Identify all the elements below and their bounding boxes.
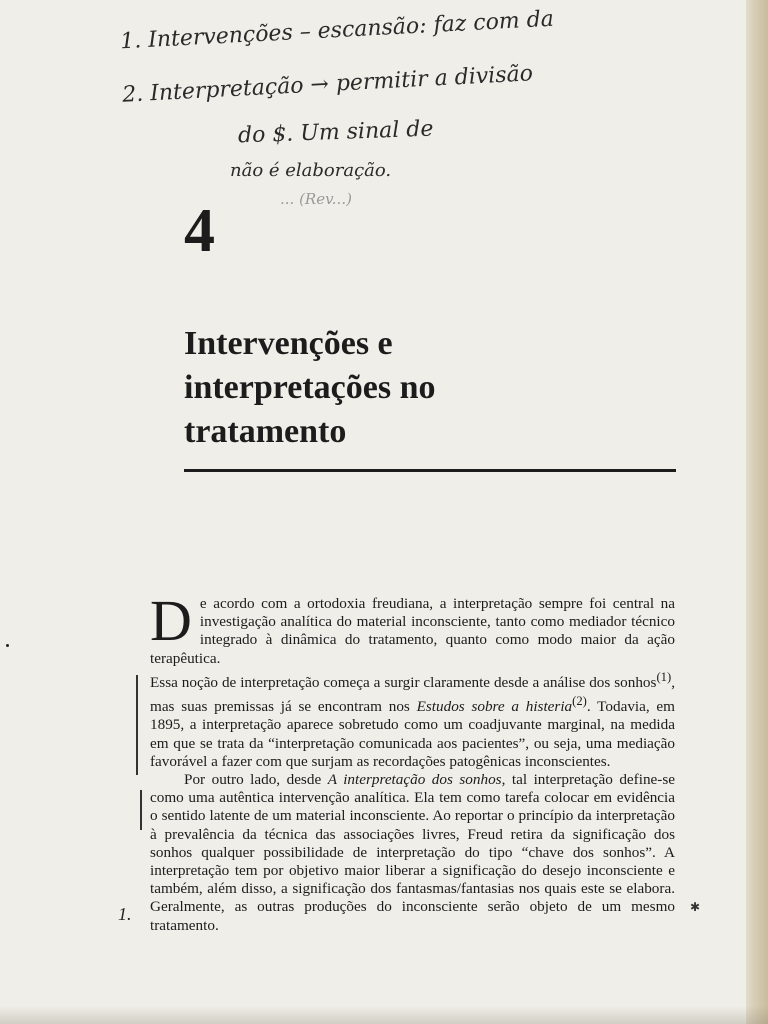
paragraph-text: . Todavia, em 1895, a interpretação aparece sobretudo como um coadjuvante marginal, na medida em que se trata da “interpretação comunicada aos pacientes”, ou seja, uma mediação favorável a fazer com que surjam as recordações patogênicas inconscientes.: [150, 698, 675, 770]
title-rule: [184, 469, 676, 472]
paragraph: [150, 771, 675, 935]
paragraph-text: , mas suas premissas já se encontram nos: [150, 673, 675, 716]
book-title: A interpretação dos sonhos: [327, 770, 502, 788]
paragraph-text: , tal interpretação define-se como uma autêntica intervenção analítica. Ela tem como tarefa colocar em evidência o sentido latente de um material inconsciente. Ao reportar o princípio da interpretação à prevalência da técnica das associações livres, Freud retira da significação dos sonhos qualquer possibilidade de interpretação do tipo “chave dos sonhos”. A interpretação tem por objetivo maior liberar a significação do desejo inconsciente e também, além disso, a significação dos fantasmas/fantasias nos quais este se elabora. Geralmente, as outras produções do inconsciente serão objeto de um mesmo tratamento.: [150, 770, 675, 934]
body-text: [150, 588, 675, 935]
handwritten-notes: [120, 8, 620, 208]
margin-note: 1.: [118, 904, 132, 924]
chapter-number: 4: [184, 197, 215, 265]
page-bottom-shadow: [0, 1006, 768, 1024]
chapter-title-line: tratamento: [184, 413, 347, 450]
footnote-ref: (2): [572, 694, 587, 709]
margin-bracket: [140, 790, 142, 830]
chapter-title: [184, 322, 664, 454]
chapter-title-line: interpretações no: [184, 369, 436, 406]
footnote-ref: (1): [656, 669, 672, 684]
margin-dot: [6, 644, 9, 647]
page-edge: [746, 0, 768, 1024]
handwriting-line: do $. Um sinal de: [237, 116, 434, 149]
chapter-title-line: Intervenções e: [184, 325, 393, 362]
book-title: Estudos sobre a histeria: [416, 698, 573, 716]
asterisk-icon: ✱: [690, 900, 701, 914]
handwriting-line: 2. Interpretação → permitir a divisão: [121, 61, 534, 108]
paragraph-text: e acordo com a ortodoxia freudiana, a interpretação sempre foi central na investigação analítica do material inconsciente, tanto como mediador técnico integrado à dinâmica do tratamento, quanto como modo maior da ação terapêutica.: [150, 595, 675, 667]
paragraph-text: Essa noção de interpretação começa a surgir claramente desde a análise dos sonhos: [150, 673, 657, 691]
handwriting-line: 1. Intervenções – escansão: faz com da: [119, 6, 555, 55]
handwriting-line: ... (Rev...): [280, 190, 352, 208]
paragraph: [150, 668, 675, 771]
margin-bracket: [136, 675, 138, 775]
drop-cap: D: [150, 588, 192, 653]
handwriting-line: não é elaboração.: [230, 160, 392, 181]
paragraph: [150, 588, 675, 668]
paragraph-text: Por outro lado, desde: [184, 770, 328, 788]
